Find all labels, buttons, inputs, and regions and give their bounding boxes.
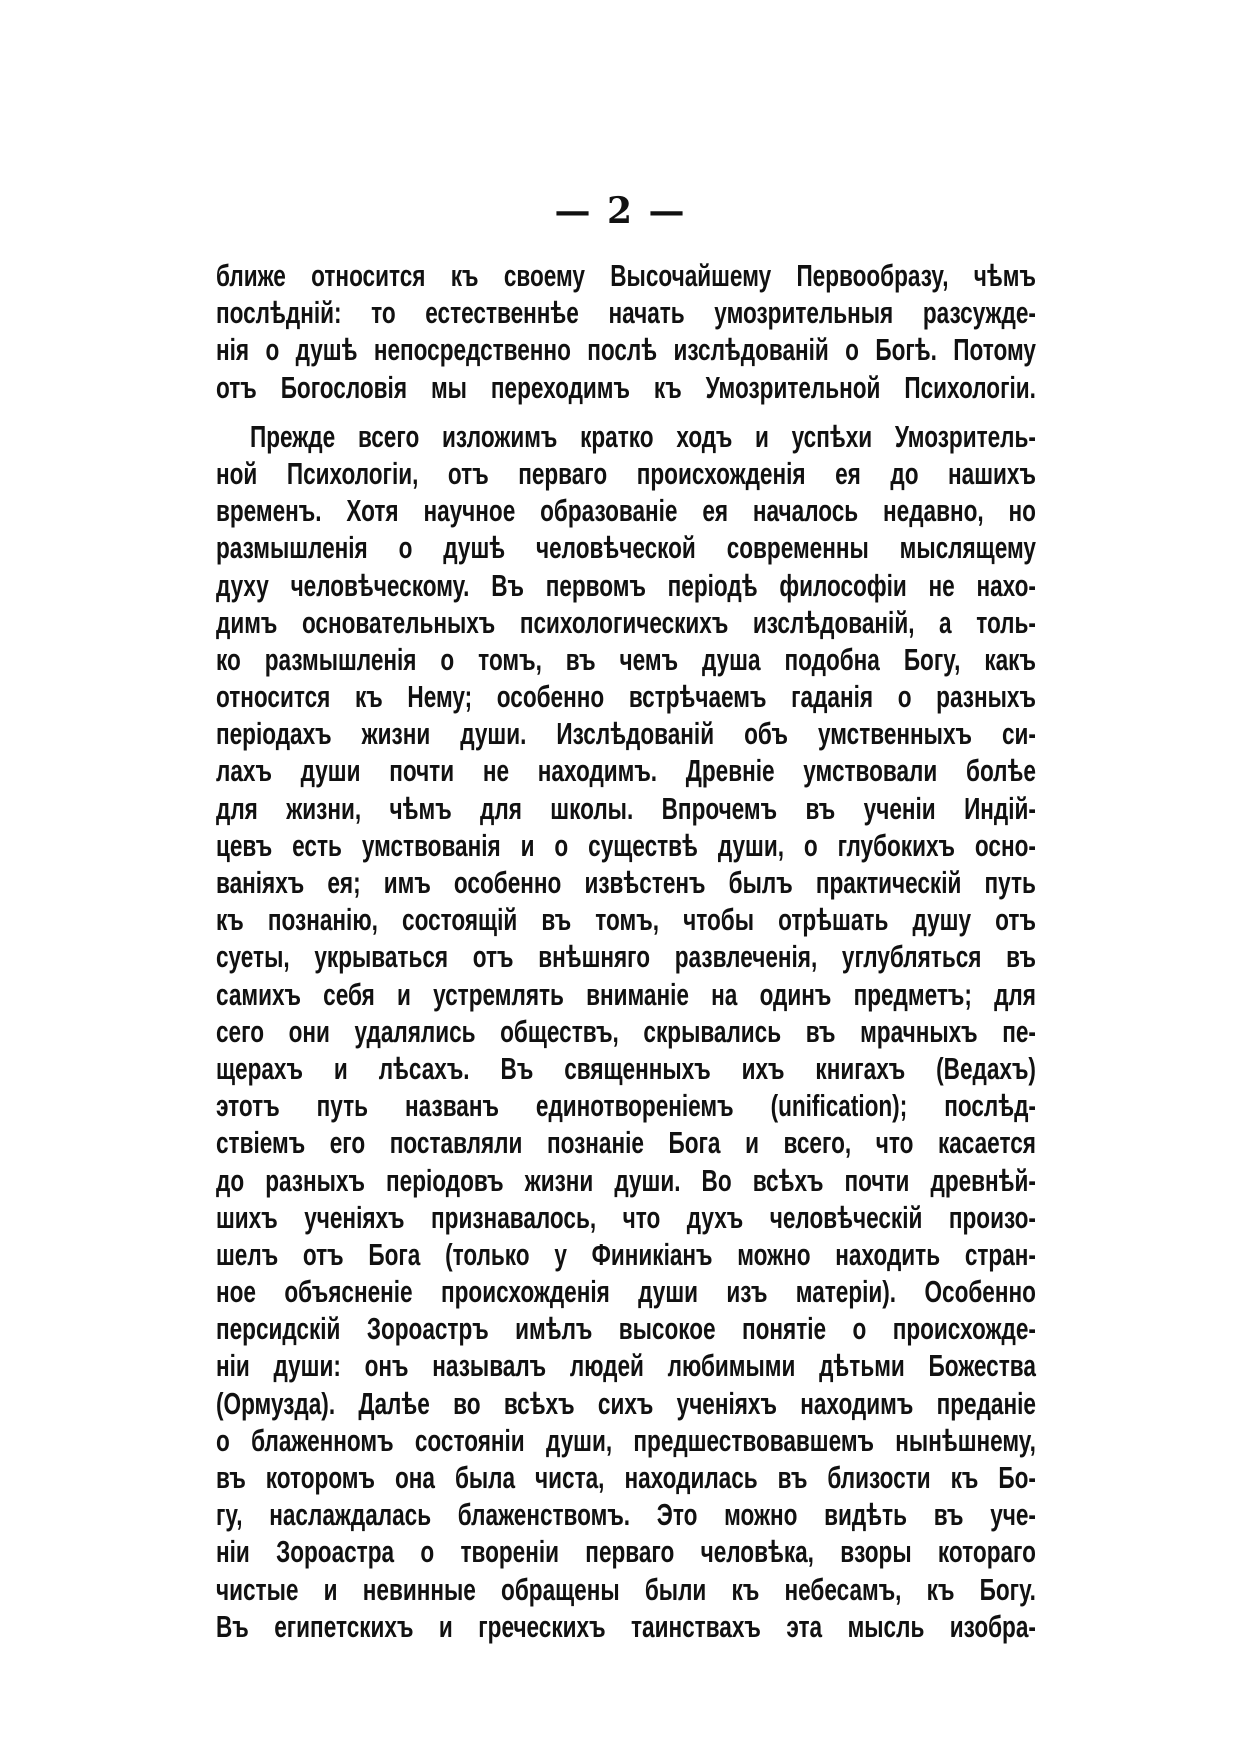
text-line: шихъ ученіяхъ признавалось, что духъ человѣческій произо- [216,1200,1036,1235]
text-line: нія о душѣ непосредственно послѣ изслѣдованій о Богѣ. Потому [216,333,1036,368]
text-line: самихъ себя и устремлять вниманіе на одинъ предметъ; для [216,977,1036,1012]
text-line: ніи души: онъ называлъ людей любимыми дѣтьми Божества [216,1349,1036,1384]
text-line: въ которомъ она была чиста, находилась въ близости къ Бо- [216,1461,1036,1495]
text-line: сего они удалялись обществъ, скрывались въ мрачныхъ пе- [216,1014,1036,1049]
text-line: относится къ Нему; особенно встрѣчаемъ гаданія о разныхъ [216,680,1036,715]
text-line: лахъ души почти не находимъ. Древніе умствовали болѣе [216,754,1036,789]
text-line: ближе относится къ своему Высочайшему Первообразу, чѣмъ [216,259,1036,293]
text-line: ко размышленія о томъ, въ чемъ душа подобна Богу, какъ [216,642,1036,677]
paragraph-1 [216,258,1036,407]
text-line: Въ египетскихъ и греческихъ таинствахъ эта мысль изобра- [216,1609,1036,1644]
text-line: для жизни, чѣмъ для школы. Впрочемъ въ ученіи Индій- [216,791,1036,826]
text-line: димъ основательныхъ психологическихъ изслѣдованій, а толь- [216,605,1036,640]
text-line: щерахъ и лѣсахъ. Въ священныхъ ихъ книгахъ (Ведахъ) [216,1051,1036,1086]
text-line: шелъ отъ Бога (только у Финикіанъ можно находить стран- [216,1237,1036,1272]
text-line: ное объясненіе происхожденія души изъ матеріи). Особенно [216,1275,1036,1310]
text-line: цевъ есть умствованія и о существѣ души, о глубокихъ осно- [216,828,1036,863]
text-line: ной Психологіи, отъ перваго происхожденія ея до нашихъ [216,456,1036,491]
text-line: персидскій Зороастръ имѣлъ высокое понятіе о происхожде- [216,1312,1036,1347]
text-line: суеты, укрываться отъ внѣшняго развлеченія, углубляться въ [216,940,1036,975]
text-line: размышленія о душѣ человѣческой современны мыслящему [216,531,1036,566]
text-line: чистые и невинные обращены были къ небесамъ, къ Богу. [216,1572,1036,1607]
paragraph-2 [216,419,1036,1646]
text-line: о блаженномъ состояніи души, предшествовавшемъ нынѣшнему, [216,1423,1036,1458]
text-line: временъ. Хотя научное образованіе ея началось недавно, но [216,494,1036,529]
body-text [216,258,1036,1646]
text-line: ствіемъ его поставляли познаніе Бога и всего, что касается [216,1126,1036,1161]
text-line: послѣдній: то естественнѣе начать умозрительныя разсужде- [216,296,1036,331]
page-number: — 2 — [554,190,687,232]
text-line: ваніяхъ ея; имъ особенно извѣстенъ былъ практическій путь [216,866,1036,900]
text-line: ніи Зороастра о твореніи перваго человѣка, взоры котораго [216,1535,1036,1570]
text-line: отъ Богословія мы переходимъ къ Умозрительной Психологіи. [216,370,1036,405]
text-line: этотъ путь названъ единотвореніемъ (unification); послѣд- [216,1089,1036,1124]
text-line: (Ормузда). Далѣе во всѣхъ сихъ ученіяхъ находимъ преданіе [216,1386,1036,1421]
text-line: до разныхъ періодовъ жизни души. Во всѣхъ почти древнѣй- [216,1163,1036,1198]
text-line: къ познанію, состоящій въ томъ, чтобы отрѣшать душу отъ [216,903,1036,938]
text-line: духу человѣческому. Въ первомъ періодѣ философіи не нахо- [216,568,1036,603]
text-line: гу, наслаждалась блаженствомъ. Это можно видѣть въ уче- [216,1498,1036,1533]
paragraph-break [216,407,823,419]
text-line: періодахъ жизни души. Изслѣдованій объ умственныхъ си- [216,717,1036,752]
text-line: Прежде всего изложимъ кратко ходъ и успѣхи Умозритель- [250,419,1036,454]
